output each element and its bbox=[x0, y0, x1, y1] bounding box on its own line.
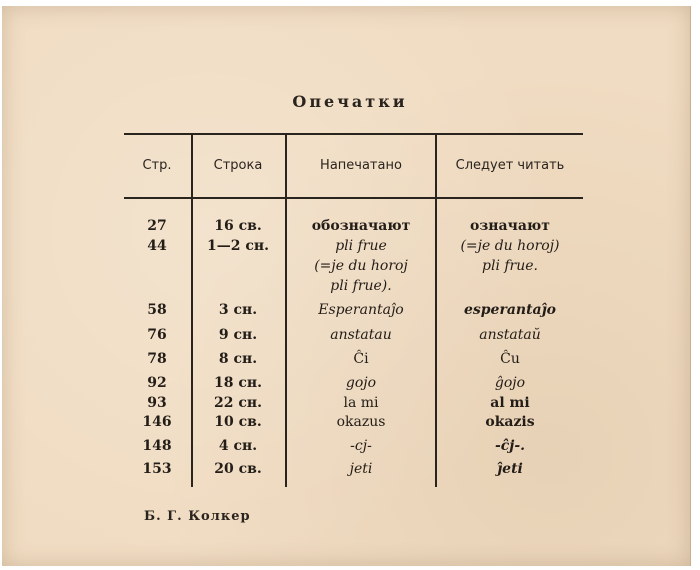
row-read: pli frue. bbox=[482, 258, 538, 274]
row-line: 3 сн. bbox=[218, 302, 258, 318]
row-printed: okazus bbox=[336, 414, 386, 430]
row-page: 148 bbox=[142, 438, 172, 454]
row-read: anstataŭ bbox=[479, 327, 541, 343]
row-printed: pli frue). bbox=[330, 278, 392, 294]
row-read: ĵeti bbox=[497, 461, 523, 477]
row-page: 58 bbox=[147, 302, 167, 318]
page-title: Опечатки bbox=[292, 92, 408, 111]
row-page: 76 bbox=[147, 327, 167, 343]
row-page: 27 bbox=[147, 218, 167, 234]
row-line: 10 св. bbox=[214, 414, 262, 430]
row-page: 92 bbox=[147, 375, 167, 391]
row-printed: (=je du horoj bbox=[314, 258, 408, 274]
author-signature: Б. Г. Колкер bbox=[144, 509, 251, 524]
header-line: Строка bbox=[213, 158, 263, 173]
row-printed: gojo bbox=[345, 375, 377, 391]
row-read: означают bbox=[470, 218, 550, 234]
row-page: 153 bbox=[142, 461, 172, 477]
row-line: 9 сн. bbox=[218, 327, 258, 343]
row-line: 20 св. bbox=[214, 461, 262, 477]
row-read: esperantaĵo bbox=[463, 302, 557, 318]
row-read: ĝojo bbox=[494, 375, 526, 391]
row-line: 22 сн. bbox=[213, 395, 262, 411]
row-printed: la mi bbox=[343, 395, 379, 411]
row-page: 44 bbox=[147, 238, 167, 254]
header-page: Стр. bbox=[142, 158, 172, 173]
row-read: Ĉu bbox=[500, 351, 520, 367]
row-line: 1—2 сн. bbox=[206, 238, 269, 254]
row-printed: -cj- bbox=[350, 438, 372, 454]
row-printed: jeti bbox=[349, 461, 373, 477]
row-printed: anstatau bbox=[330, 327, 392, 343]
row-printed: Ĉi bbox=[353, 351, 369, 367]
row-page: 146 bbox=[142, 414, 172, 430]
row-page: 78 bbox=[147, 351, 167, 367]
row-printed: pli frue bbox=[335, 238, 387, 254]
row-read: (=je du horoj) bbox=[460, 238, 560, 254]
row-line: 8 сн. bbox=[218, 351, 258, 367]
row-page: 93 bbox=[147, 395, 167, 411]
row-read: -ĉj-. bbox=[494, 438, 526, 454]
row-read: al mi bbox=[490, 395, 530, 411]
row-printed: Esperantaĵo bbox=[318, 302, 404, 318]
header-read: Следует читать bbox=[455, 158, 565, 173]
row-line: 4 сн. bbox=[218, 438, 258, 454]
row-read: okazis bbox=[485, 414, 535, 430]
row-line: 16 св. bbox=[214, 218, 262, 234]
row-printed: обозначают bbox=[311, 218, 411, 234]
header-printed: Напечатано bbox=[320, 158, 402, 173]
row-line: 18 сн. bbox=[213, 375, 262, 391]
